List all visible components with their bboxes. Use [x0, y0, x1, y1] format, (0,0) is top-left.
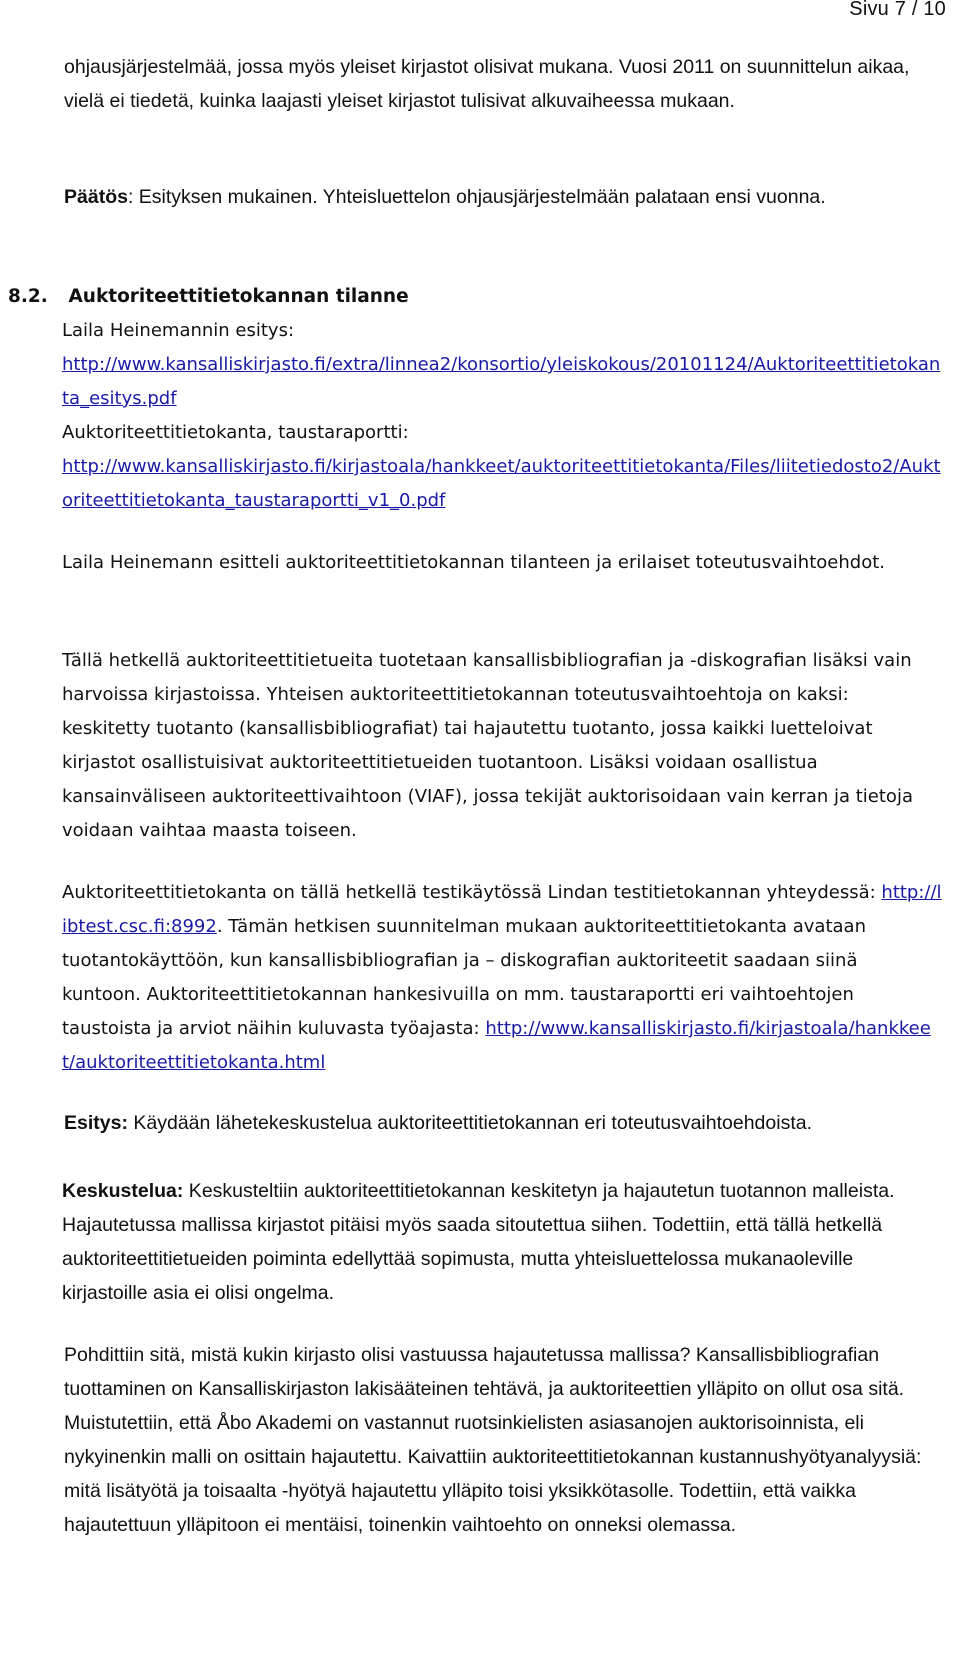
- intro-paragraph: [64, 50, 942, 118]
- libtest-link[interactable]: http://libtest.csc.fi:8992: [62, 882, 942, 937]
- decision-paragraph: [64, 180, 942, 214]
- paragraph-1-text: Laila Heinemann esitteli auktoriteettitietokannan tilanteen ja erilaiset toteutusvaihtoehdot.: [62, 552, 885, 573]
- paragraph-4: [64, 1338, 942, 1542]
- paragraph-1: [62, 546, 942, 580]
- decision-label: Päätös: [64, 186, 128, 208]
- proposal-paragraph: [64, 1106, 942, 1140]
- paragraph-4-text: Pohdittiin sitä, mistä kukin kirjasto olisi vastuussa hajautetussa mallissa? Kansallisbibliografian tuottaminen on Kansalliskirjaston lakisääteinen tehtävä, ja auktoriteettien ylläpito on ollut osa sitä. Muistutettiin, että Åbo Akademi on vastannut ruotsinkielisten asiasanojen auktorisoinnista, eli nykyinenkin malli on osittain hajautettu. Kaivattiin auktoriteettitietokannan kustannushyötyanalyysiä: mitä lisätyötä ja toisaalta -hyötyä hajautettu ylläpito toisi yksikkötasolle. Todettiin, että vaikka hajautettuun ylläpitoon ei mentäisi, toinenkin vaihtoehto on onneksi olemassa.: [64, 1344, 922, 1536]
- paragraph-3: [62, 876, 942, 1080]
- page-number: Sivu 7 / 10: [849, 0, 946, 20]
- project-page-link[interactable]: http://www.kansalliskirjasto.fi/kirjastoala/hankkeet/auktoriteettitietokanta.html: [62, 1018, 931, 1073]
- intro-text: ohjausjärjestelmää, jossa myös yleiset kirjastot olisivat mukana. Vuosi 2011 on suunnittelun aikaa, vielä ei tiedetä, kuinka laajasti yleiset kirjastot tulisivat alkuvaiheessa mukaan.: [64, 56, 910, 112]
- discussion-text: Keskusteltiin auktoriteettitietokannan keskitetyn ja hajautetun tuotannon malleista. Hajautetussa mallissa kirjastot pitäisi myös saada sitoutettua siihen. Todettiin, että tällä hetkellä auktoriteettitietueiden poiminta edellyttää sopimusta, mutta yhteisluettelossa mukanaoleville kirjastoille asia ei olisi ongelma.: [62, 1180, 895, 1304]
- proposal-label: Esitys:: [64, 1112, 128, 1134]
- proposal-text: Käydään lähetekeskustelua auktoriteettitietokannan eri toteutusvaihtoehdoista.: [127, 1112, 812, 1134]
- report-label: Auktoriteettitietokanta, taustaraportti:: [62, 422, 409, 443]
- presentation-label: Laila Heinemannin esitys:: [62, 320, 295, 341]
- paragraph-3-text-end: . Tämän hetkisen suunnitelman mukaan auktoriteettitietokanta avataan tuotantokäyttöön, kun kansallisbibliografian ja – diskografian auktoriteetit saadaan siinä kuntoon. Auktoriteettitietokannan hankesivuilla on mm. taustaraportti eri vaihtoehtojen taustoista ja arviot näihin kuluvasta työajasta:: [62, 916, 866, 1039]
- section-8-2: 8.2. Auktoriteettitietokannan tilanne Laila Heinemannin esitys: http://www.kansalliskirjasto.fi/extra/linnea2/konsortio/yleiskokous/20101124/Auktoriteettitietokanta_esitys.pdf Auktoriteettitietokanta, taustaraportti: http://www.kansalliskirjasto.fi/kirjastoala/hankkeet/auktoriteettitietokanta/Files/liitetiedosto2/Auktoriteettitietokanta_taustaraportti_v1_0.pdf: [8, 286, 941, 511]
- discussion-paragraph: [62, 1174, 942, 1310]
- paragraph-3-text-start: Auktoriteettitietokanta on tällä hetkellä testikäytössä Lindan testitietokannan yhteydessä:: [62, 882, 882, 903]
- presentation-link[interactable]: http://www.kansalliskirjasto.fi/extra/linnea2/konsortio/yleiskokous/20101124/Auktoriteettitietokanta_esitys.pdf: [62, 354, 941, 409]
- decision-text: : Esityksen mukainen. Yhteisluettelon ohjausjärjestelmään palataan ensi vuonna.: [127, 186, 826, 208]
- discussion-label: Keskustelua:: [62, 1180, 184, 1202]
- report-link[interactable]: http://www.kansalliskirjasto.fi/kirjastoala/hankkeet/auktoriteettitietokanta/Files/liitetiedosto2/Auktoriteettitietokanta_taustaraportti_v1_0.pdf: [62, 456, 941, 511]
- paragraph-2: [62, 644, 942, 848]
- section-title: Auktoriteettitietokannan tilanne: [68, 286, 409, 307]
- paragraph-2-text: Tällä hetkellä auktoriteettitietueita tuotetaan kansallisbibliografian ja -diskografian lisäksi vain harvoissa kirjastoissa. Yhteisen auktoriteettitietokannan toteutusvaihtoehtoja on kaksi: keskitetty tuotanto (kansallisbibliografiat) tai hajautettu tuotanto, jossa kaikki luetteloivat kirjastot osallistuisivat auktoriteettitietueiden tuotantoon. Lisäksi voidaan osallistua kansainväliseen auktoriteettivaihtoon (VIAF), jossa tekijät auktorisoidaan vain kerran ja tietoja voidaan vaihtaa maasta toiseen.: [62, 650, 913, 841]
